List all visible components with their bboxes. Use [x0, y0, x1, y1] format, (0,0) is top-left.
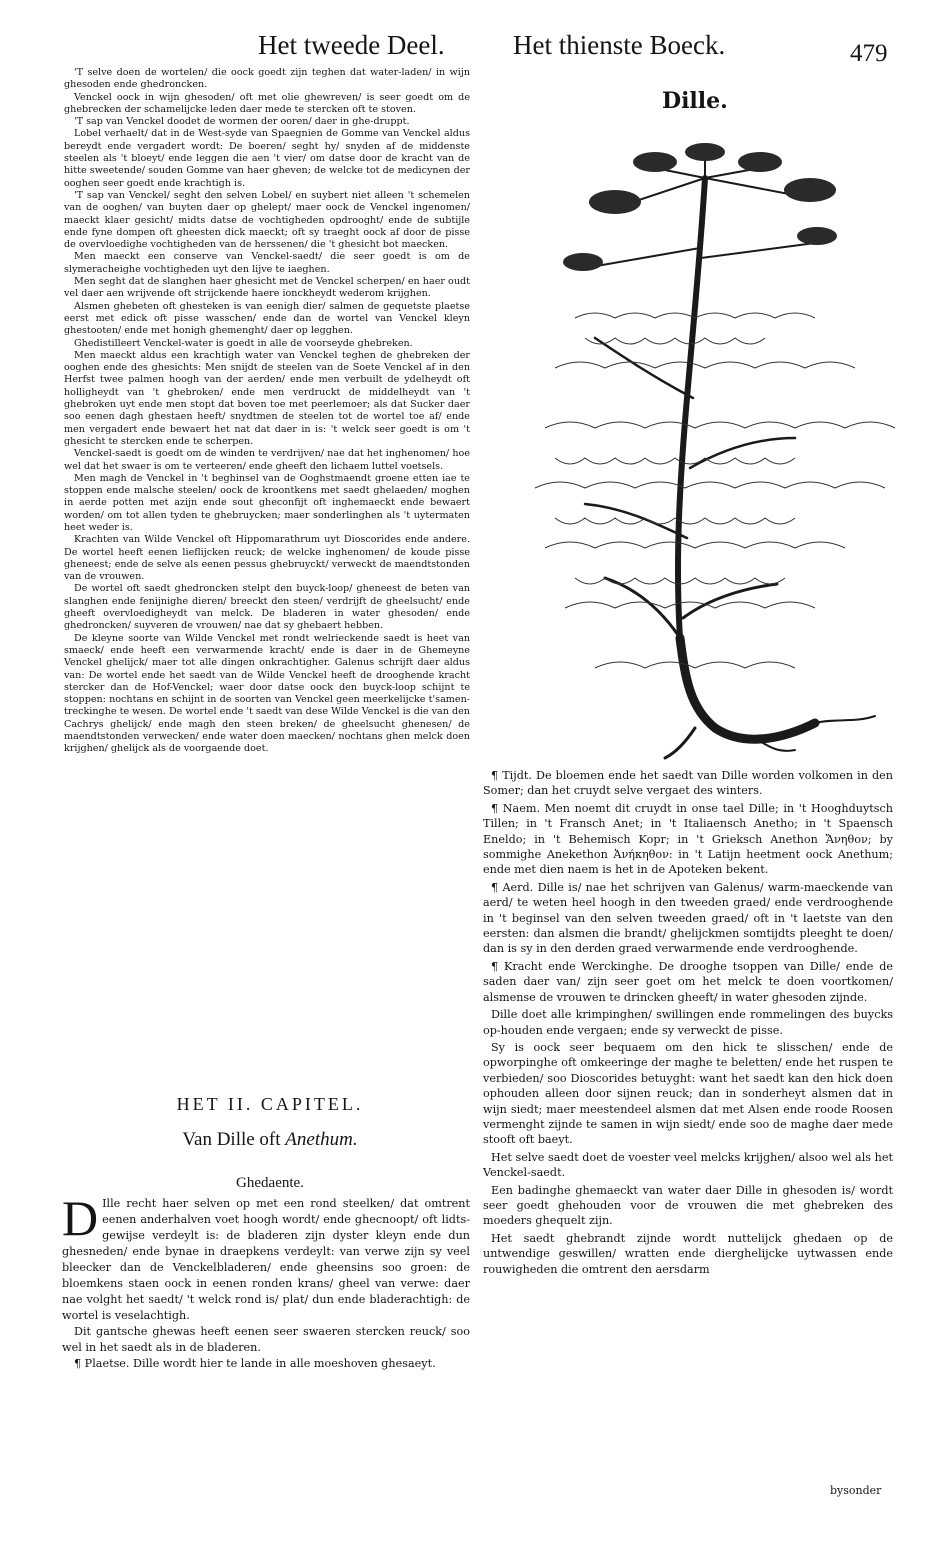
paragraph: De kleyne soorte van Wilde Venckel met rondt welrieckende saedt is heet van smaeck/ ende heeft een verwarmende kracht/ ende is daer in de Ghemeyne Venckel ghelijck/ maer tot alle dingen onkrachtigher. Galenus schrijft daer aldus van: De wortel ende het saedt van de Wilde Venckel heeft de drooghende kracht stercker dan de Hof-Venckel; waer door datse oock den buyck-loop schijnt te stoppen: nochtans en schijnt in de soorten van Venckel geen meerkelijcke t'samen-treckinghe te wesen. De wortel ende 't saedt van dese Wilde Venckel is die van den Cachrys ghelijck/ ende magh den steen breken/ de gheelsucht ghenesen/ de maendtstonden verwecken/ ende water doen maecken/ nochtans ghen melck doen krijghen/ ghelijck als de voorgaende doet. [64, 632, 470, 755]
paragraph: Alsmen ghebeten oft ghesteken is van eenigh dier/ salmen de gequetste plaetse eerst met edick oft pisse wasschen/ ende dan de wortel van Venckel kleyn ghestooten/ ende met honigh ghemenght/ daer op legghen. [64, 300, 470, 337]
paragraph: ¶ Tijdt. De bloemen ende het saedt van Dille worden volkomen in den Somer; dan het cruydt selve vergaet des winters. [483, 769, 893, 798]
running-head-left: Het tweede Deel. [258, 30, 445, 60]
paragraph: Men maeckt aldus een krachtigh water van Venckel teghen de ghebreken der ooghen ende des ghesichts: Men snijdt de steelen van de Soete Venckel af in den Herfst twee palmen hoogh van der aerden/ ende men verbuilt de ydelheydt oft holligheydt van 't ghebroken/ ende men verdruckt de middelheydt van 't ghebroken uyt ende men stopt dat boven toe met peerlemoer; als dat Sucker daer soo eenen dagh ghestaen heeft/ snydtmen de steelen tot de wortel toe af/ ende men vergadert ende bewaert het nat dat daer in is: 't welck seer goedt is om 't ghesicht te stercken ende te scherpen. [64, 349, 470, 447]
paragraph: Men seght dat de slanghen haer ghesicht met de Venckel scherpen/ en haer oudt vel daer aen wrijvende oft strijckende haere ionckheydt wederom krijghen. [64, 276, 470, 300]
paragraph: Krachten van Wilde Venckel oft Hippomarathrum uyt Dioscorides ende andere. De wortel heeft eenen lieflijcken reuck; de welcke inghenomen/ de koude pisse gheneest; ende de selve als eenen pessus ghebruyckt/ verweckt de maendtstonden van de vrouwen. [64, 534, 470, 583]
paragraph: ¶ Aerd. Dille is/ nae het schrijven van Galenus/ warm-maeckende van aerd/ te weten heel hoogh in den tweeden graed/ ende verdrooghende in 't beginsel van den selven tweeden graed/ oft in 't laetste van den eersten: dan alsmen die brandt/ ghelijckmen somtijdts pleeght te doen/ dan is sy in den derden graed verwarmende ende verdrooghende. [483, 880, 893, 956]
paragraph: Het saedt ghebrandt zijnde wordt nuttelijck ghedaen op de untwendige geswillen/ wratten ende dierghelijcke uytwassen ende rouwigheden die omtrent den aersdarm [483, 1231, 893, 1276]
right-column-text [483, 768, 893, 1279]
paragraph: Dit gantsche ghewas heeft eenen seer swaeren stercken reuck/ soo wel in het saedt als in de bladeren. [62, 1325, 470, 1354]
page-number: 479 [850, 40, 888, 67]
chapter-subtitle-latin: Anethum. [285, 1129, 358, 1150]
paragraph: ¶ Kracht ende Werckinghe. De drooghe tsoppen van Dille/ ende de saden daer van/ zijn seer goet om het melck te doen voortkomen/ alsmense de vrouwen te drincken gheeft/ in water ghesoden zijnde. [483, 959, 893, 1004]
drop-cap: D [62, 1190, 99, 1246]
section-heading: Ghedaente. [236, 1175, 304, 1191]
paragraph: Men magh de Venckel in 't beghinsel van de Ooghstmaendt groene etten iae te stoppen ende malsche steelen/ oock de kroontkens met saedt ghelaeden/ moghen in aerde potten met azijn ende sout gheconfijt oft inghemaeckt ende bewaert worden/ om tot allen tyden te ghebruycken; maer sonderlinghen als 't uytermaten heet weder is. [64, 472, 470, 533]
left-column-text [64, 67, 470, 756]
chapter-body [62, 1190, 470, 1372]
paragraph: Ghedistilleert Venckel-water is goedt in alle de voorseyde ghebreken. [74, 337, 413, 349]
paragraph: De wortel oft saedt ghedroncken stelpt den buyck-loop/ gheneest de beten van slanghen ende fenijnighe dieren/ breeckt den steen/ verdrijft de gheelsucht/ ende gheeft overvloedigheydt van melck. De bladeren in water ghesoden/ ende ghedroncken/ suyveren de vrouwen/ nae dat sy ghebaert hebben. [64, 583, 470, 632]
paragraph: 'T sap van Venckel/ seght den selven Lobel/ en suybert niet alleen 't schemelen van de ooghen/ van buyten daer op ghelept/ maer oock de Venckel ingenomen/ maeckt klaer gesicht/ midts datse de vochtigheden opdrooght/ ende de subtijle ende fyne dompen oft gheesten dick maeckt; oft sy traeght oock af door de pisse de overvloedighe vochtigheden van de herssenen/ die 't ghesicht bot maecken. [64, 189, 470, 251]
paragraph: Het selve saedt doet de voester veel melcks krijghen/ alsoo wel als het Venckel-saedt. [483, 1150, 893, 1180]
running-head-right: Het thienste Boeck. [513, 30, 726, 60]
dill-plant-woodcut [515, 138, 915, 760]
paragraph: Een badinghe ghemaeckt van water daer Dille in ghesoden is/ wordt seer goedt ghehouden voor de vrouwen die met ghebreken des moeders ghequelt zijn. [483, 1183, 893, 1228]
paragraph: Dille doet alle krimpinghen/ swillingen ende rommelingen des buycks op-houden ende vergaen; ende sy verweckt de pisse. [483, 1008, 893, 1037]
paragraph: Venckel oock in wijn ghesoden/ oft met olie ghewreven/ is seer goedt om de ghebrecken der schamelijcke leden daer mede te stercken oft te stoven. [64, 91, 470, 115]
paragraph: ¶ Naem. Men noemt dit cruydt in onse tael Dille; in 't Hooghduytsch Tillen; in 't Fransch Anet; in 't Italiaensch Anetho; in 't Spaensch Eneldo; in 't Behemisch Kopr; in 't Grieksch Anethon Ἄνηθον; by sommighe Anekethon Ἀνήκηθον: in 't Latijn heetment oock Anethum; ende met dien naem is het in de Apoteken bekent. [483, 801, 893, 877]
plant-name-heading: Dille. [662, 88, 728, 114]
paragraph: Lobel verhaelt/ dat in de West-syde van Spaegnien de Gomme van Venckel aldus bereydt ende vergadert wordt: De boeren/ seght hy/ snyden af de middenste steelen als 't bloeyt/ ende leggen die aen 't vier/ om datse door de kracht van de hitte sweetende/ souden Gomme van haer gheven; de welcke tot de medicynen der ooghen seer goedt ende krachtigh is. [64, 128, 470, 189]
paragraph: Men maeckt een conserve van Venckel-saedt/ die seer goedt is om de slymeracheighe vochtigheden uyt den lijve te iaeghen. [64, 251, 470, 275]
chapter-title: HET II. CAPITEL. [176, 1094, 364, 1114]
catch-word: bysonder [830, 1484, 882, 1497]
main-stem [678, 178, 705, 638]
paragraph: Venckel-saedt is goedt om de winden te verdrijven/ nae dat het inghenomen/ hoe wel dat het swaer is om te verteeren/ ende gheeft den lichaem luttel voetsels. [64, 448, 470, 472]
root [680, 638, 815, 739]
paragraph: Sy is oock seer bequaem om den hick te slisschen/ ende de opworpinghe oft omkeeringe der maghe te beletten/ ende het ruspen te verbieden/ soo Dioscorides betuyght: want het saedt kan den hick doen ophouden alleen door sijnen reuck; dan in sonderheyt alsmen dat in wijn siedt; maer meestendeel alsmen dat met Alsen ende roode Roosen vermenght zijnde te samen in wijn siedt/ ende soo de maghe daer mede stooft oft baeyt. [483, 1040, 893, 1147]
first-paragraph [62, 1190, 470, 1324]
chapter-subtitle-prefix: Van Dille oft [182, 1129, 281, 1150]
chapter-subtitle [140, 1129, 400, 1151]
paragraph: 'T selve doen de wortelen/ die oock goedt zijn teghen dat water-laden/ in wijn ghesoden ende ghedroncken. [64, 67, 470, 91]
paragraph: ¶ Plaetse. Dille wordt hier te lande in alle moeshoven ghesaeyt. [74, 1357, 436, 1370]
paragraph: 'T sap van Venckel doodet de wormen der ooren/ daer in ghe-druppt. [74, 116, 410, 128]
paragraph-text: Ille recht haer selven op met een rond steelken/ dat omtrent eenen anderhalven voet hoogh wordt/ ende ghecnoopt/ oft lidts-gewijse verdeylt is: de bladeren zijn dyster kleyn ende dun ghesneden/ ende bynae in draepkens verdeylt: van verwe zijn sy veel bleecker dan de Venckelbladeren/ ende gheensins soo groen: de bloemkens staen oock in eenen ronden krans/ gheel van verwe: daer nae volght het saedt/ 't welck rond is/ plat/ dun ende bladerachtigh: de wortel is veselachtigh. [62, 1197, 470, 1322]
